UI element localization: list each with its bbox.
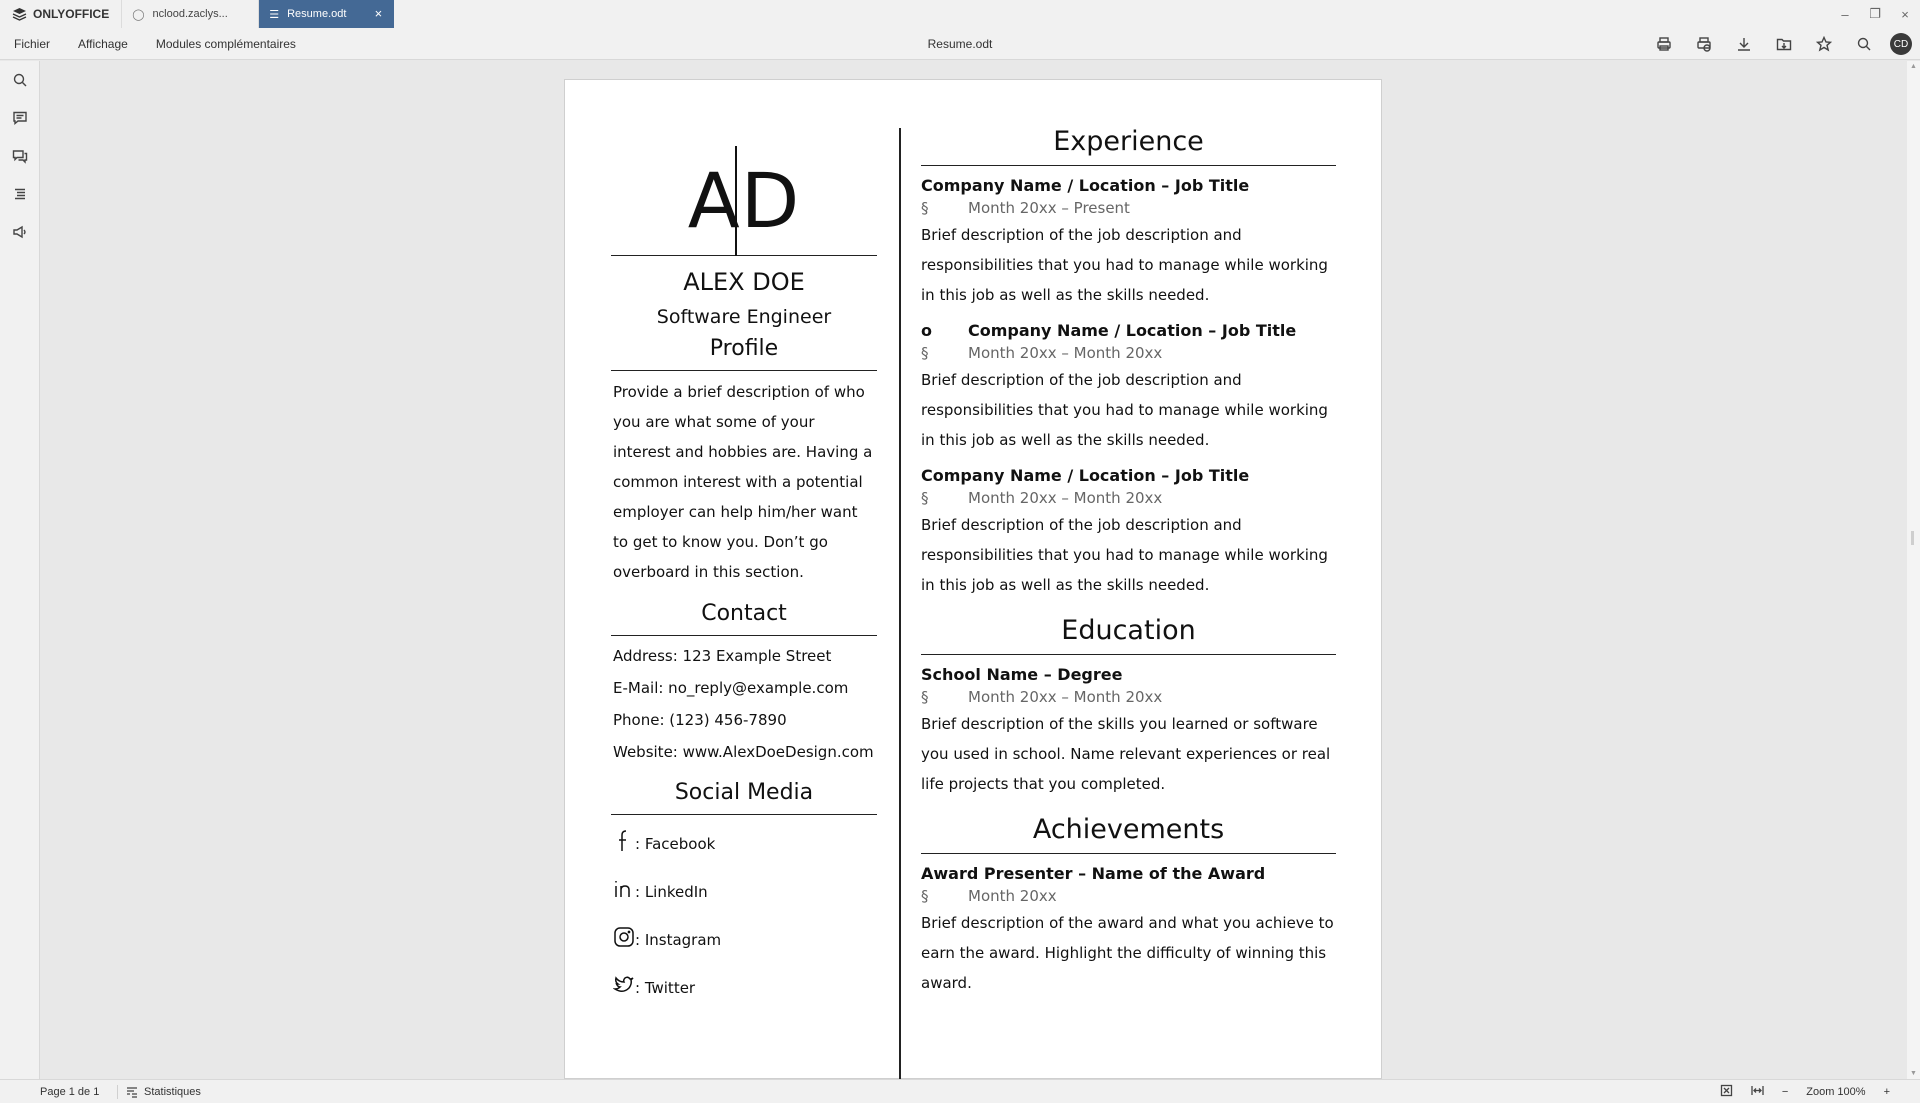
minimize-icon[interactable]: – — [1841, 6, 1849, 22]
social-label: : Facebook — [635, 835, 716, 853]
close-icon[interactable]: × — [1901, 6, 1909, 22]
entry-date-row — [921, 685, 1336, 709]
social-label: : LinkedIn — [635, 883, 708, 901]
status-bar — [0, 1079, 1920, 1103]
entry-date: Month 20xx – Month 20xx — [968, 344, 1163, 362]
quick-print-button[interactable] — [1684, 28, 1724, 60]
tab-nclood[interactable] — [121, 0, 258, 28]
entry-bullet: § — [921, 688, 929, 706]
document-page[interactable] — [564, 79, 1382, 1079]
fit-width-button[interactable] — [1751, 1084, 1764, 1100]
sidebar-feedback-button[interactable] — [0, 213, 40, 251]
entry-title: Company Name / Location – Job Title — [921, 176, 1250, 195]
left-sidebar — [0, 61, 40, 1079]
social-heading: Social Media — [611, 780, 877, 815]
monogram-letters: AD — [687, 156, 801, 245]
right-column — [921, 126, 1336, 998]
entry-date-row — [921, 341, 1336, 365]
feedback-icon — [12, 224, 28, 240]
profile-heading: Profile — [611, 336, 877, 371]
social-label: : Instagram — [635, 931, 722, 949]
menu-fichier[interactable]: Fichier — [14, 36, 51, 51]
experience-entry — [921, 321, 1336, 455]
onlyoffice-logo-icon — [12, 7, 27, 21]
entry-date-row — [921, 486, 1336, 510]
contact-website: Website: www.AlexDoeDesign.com — [613, 743, 874, 761]
education-section — [921, 615, 1336, 799]
entry-date: Month 20xx – Present — [968, 199, 1130, 217]
column-divider — [899, 128, 901, 1088]
entry-bullet: § — [921, 887, 929, 905]
entry-desc: Brief description of the job description and responsibilities that you had to manage while working in this job as well as the skills needed. — [921, 371, 1328, 449]
scroll-thumb[interactable] — [1911, 531, 1914, 545]
contact-heading: Contact — [611, 601, 877, 636]
entry-title: School Name – Degree — [921, 665, 1123, 684]
navigation-icon — [12, 186, 28, 202]
quick-print-icon — [1696, 36, 1712, 52]
zoom-out-button[interactable]: − — [1781, 1086, 1789, 1098]
entry-bullet: § — [921, 489, 929, 507]
education-heading: Education — [921, 615, 1336, 655]
zoom-controls — [1720, 1080, 1890, 1103]
entry-date-row — [921, 884, 1336, 908]
document-icon: ☰ — [269, 8, 280, 21]
user-avatar[interactable]: CD — [1890, 33, 1912, 55]
tab-label: nclood.zaclys... — [152, 8, 228, 20]
experience-entry — [921, 466, 1336, 600]
entry-title-row — [921, 321, 1336, 341]
sidebar-chat-button[interactable] — [0, 137, 40, 175]
title-bar — [0, 0, 1920, 28]
scroll-up-icon[interactable]: ▲ — [1910, 63, 1917, 70]
experience-entry — [921, 176, 1336, 310]
social-label: : Twitter — [635, 979, 696, 997]
window-controls — [1830, 0, 1920, 28]
restore-icon[interactable]: ❐ — [1869, 6, 1881, 21]
achievement-entry — [921, 864, 1336, 998]
social-facebook — [611, 823, 877, 853]
favorite-icon — [1816, 36, 1832, 52]
contact-list — [611, 646, 877, 762]
linkedin-icon — [613, 877, 635, 901]
sidebar-search-button[interactable] — [0, 61, 40, 99]
entry-date-row — [921, 196, 1336, 220]
resume-role: Software Engineer — [656, 306, 832, 328]
contact-phone: Phone: (123) 456-7890 — [613, 711, 787, 729]
experience-section — [921, 126, 1336, 600]
open-folder-button[interactable] — [1764, 28, 1804, 60]
menu-modules[interactable]: Modules complémentaires — [155, 36, 296, 51]
statistics-icon — [126, 1086, 138, 1098]
entry-desc: Brief description of the job description and responsibilities that you had to manage while working in this job as well as the skills needed. — [921, 516, 1328, 594]
tab-resume[interactable] — [258, 0, 394, 28]
print-button[interactable] — [1644, 28, 1684, 60]
entry-title: Company Name / Location – Job Title — [968, 321, 1297, 340]
social-twitter — [611, 967, 877, 997]
resume-name: ALEX DOE — [683, 268, 805, 296]
entry-date: Month 20xx — [968, 887, 1057, 905]
achievements-heading: Achievements — [921, 814, 1336, 854]
toolbar-tools — [1644, 28, 1920, 60]
entry-bullet: § — [921, 199, 929, 217]
entry-bullet: § — [921, 344, 929, 362]
comment-icon — [12, 110, 28, 126]
facebook-icon — [613, 829, 635, 853]
entry-title: Award Presenter – Name of the Award — [921, 864, 1266, 883]
entry-desc: Brief description of the award and what you achieve to earn the award. Highlight the difficulty of winning this award. — [921, 914, 1334, 992]
left-column — [611, 130, 877, 997]
contact-email: E-Mail: no_reply@example.com — [613, 679, 849, 697]
contact-address: Address: 123 Example Street — [613, 647, 832, 665]
social-linkedin — [611, 871, 877, 901]
twitter-icon — [613, 973, 635, 997]
tab-close-icon[interactable]: × — [374, 6, 383, 21]
vertical-scrollbar[interactable] — [1907, 61, 1920, 1079]
instagram-icon — [613, 925, 635, 949]
fit-page-icon — [1720, 1084, 1733, 1097]
entry-desc: Brief description of the job description and responsibilities that you had to manage while working in this job as well as the skills needed. — [921, 226, 1328, 304]
favorite-button[interactable] — [1804, 28, 1844, 60]
education-entry — [921, 665, 1336, 799]
chat-icon — [12, 148, 28, 164]
profile-section — [611, 336, 877, 587]
social-list — [611, 823, 877, 997]
print-icon — [1656, 36, 1672, 52]
fit-page-button[interactable] — [1720, 1084, 1733, 1100]
entry-date: Month 20xx – Month 20xx — [968, 688, 1163, 706]
fit-width-icon — [1751, 1084, 1764, 1097]
download-button[interactable] — [1724, 28, 1764, 60]
search-button[interactable] — [1844, 28, 1884, 60]
globe-icon: ◯ — [132, 8, 145, 21]
zoom-in-button[interactable]: + — [1883, 1086, 1890, 1098]
menu-affichage[interactable]: Affichage — [78, 36, 128, 51]
tab-label: Resume.odt — [287, 8, 347, 20]
sidebar-comments-button[interactable] — [0, 99, 40, 137]
statistics-label: Statistiques — [144, 1085, 201, 1098]
entry-date: Month 20xx – Month 20xx — [968, 489, 1163, 507]
statistics-button[interactable] — [117, 1085, 201, 1099]
entry-list-marker: o — [921, 321, 932, 340]
document-title: Resume.odt — [927, 37, 993, 51]
contact-section — [611, 601, 877, 762]
entry-desc: Brief description of the skills you learned or software you used in school. Name relevant experiences or real life projects that you completed. — [921, 715, 1331, 793]
monogram — [611, 130, 877, 256]
social-instagram — [611, 919, 877, 949]
achievements-section — [921, 814, 1336, 998]
download-icon — [1736, 36, 1752, 52]
social-section — [611, 780, 877, 997]
open-folder-icon — [1776, 36, 1792, 52]
menu-bar — [0, 28, 1920, 60]
search-icon — [1856, 36, 1872, 52]
entry-title: Company Name / Location – Job Title — [921, 466, 1250, 485]
sidebar-navigation-button[interactable] — [0, 175, 40, 213]
page-indicator[interactable]: Page 1 de 1 — [40, 1085, 100, 1098]
app-brand[interactable] — [0, 0, 121, 28]
scroll-down-icon[interactable]: ▼ — [1910, 1070, 1917, 1077]
brand-label: ONLYOFFICE — [33, 7, 110, 21]
search-icon — [12, 72, 28, 88]
profile-text: Provide a brief description of who you are what some of your interest and hobbies are. Having a common interest with a potential employer can help him/her want to get to know you. Don’t go overboard in this section. — [613, 383, 873, 581]
experience-heading: Experience — [921, 126, 1336, 166]
zoom-level[interactable]: Zoom 100% — [1806, 1086, 1866, 1098]
